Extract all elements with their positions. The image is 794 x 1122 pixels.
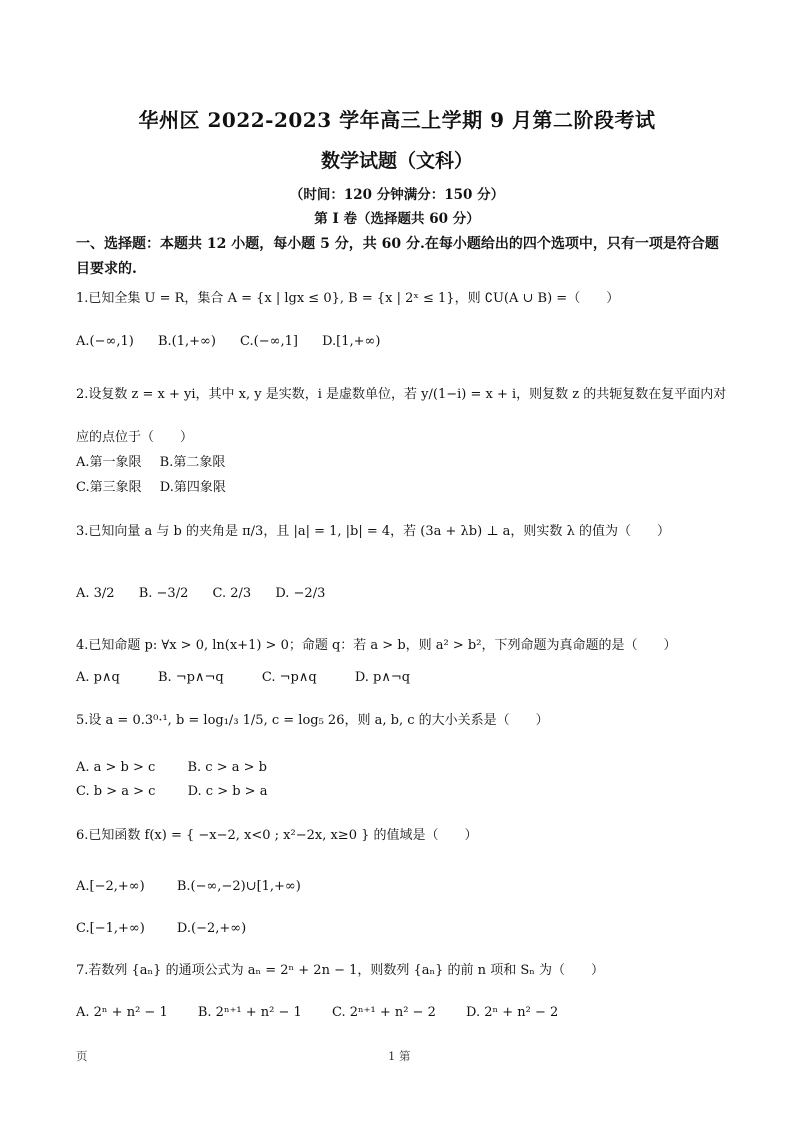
option-d: D. 2ⁿ + n² − 2 [466, 1005, 559, 1020]
question-1-stem: 1.已知全集 U = R，集合 A = {x | lgx ≤ 0}, B = {x | 2ˣ ≤ 1}，则 ∁U(A ∪ B) =（ ） [76, 291, 620, 306]
question-3-options [76, 583, 345, 605]
question-3-stem: 3.已知向量 a 与 b 的夹角是 π/3，且 |a| = 1, |b| = 4，若 (3a + λb) ⊥ a，则实数 λ 的值为（ ） [76, 524, 670, 539]
option-a: A. p∧q [76, 670, 120, 685]
footer-left: 页 [76, 1049, 88, 1063]
option-c: C.[−1,+∞) [76, 921, 145, 936]
exam-subtitle: 数学试题（文科） [320, 150, 473, 172]
question-6-options-row1 [76, 876, 321, 898]
option-a: A.第一象限 [76, 455, 142, 470]
question-2-options-row1 [76, 452, 245, 474]
option-a: A.(−∞,1) [76, 334, 134, 349]
question-2-options-row2 [76, 477, 246, 499]
option-d: D. c > b > a [187, 784, 268, 799]
option-a: A.[−2,+∞) [76, 879, 145, 894]
option-b: B. −3/2 [138, 586, 189, 601]
question-6-stem: 6.已知函数 f(x) = { −x−2, x<0 ; x²−2x, x≥0 } 的值域是（ ） [76, 828, 478, 843]
option-d: D.(−2,+∞) [176, 921, 247, 936]
option-c: C. 2ⁿ⁺¹ + n² − 2 [331, 1005, 436, 1020]
option-b: B. c > a > b [187, 760, 267, 775]
question-4-stem: 4.已知命题 p: ∀x > 0, ln(x+1) > 0；命题 q：若 a > b，则 a² > b²，下列命题为真命题的是（ ） [76, 638, 677, 653]
question-7-options [76, 1002, 578, 1024]
option-a: A. a > b > c [76, 760, 156, 775]
option-a: A. 2ⁿ + n² − 1 [76, 1005, 168, 1020]
option-c: C. 2/3 [212, 586, 252, 601]
option-b: B. 2ⁿ⁺¹ + n² − 1 [197, 1005, 302, 1020]
option-c: C. b > a > c [76, 784, 156, 799]
question-5-options-row1 [76, 757, 287, 779]
question-5-stem: 5.设 a = 0.3⁰·¹, b = log₁/₃ 1/5, c = log₅ 26，则 a, b, c 的大小关系是（ ） [76, 713, 549, 728]
option-b: B.第二象限 [159, 455, 226, 470]
option-d: D. p∧¬q [354, 670, 411, 685]
option-d: D. −2/3 [275, 586, 326, 601]
exam-title: 华州区 2022-2023 学年高三上学期 9 月第二阶段考试 [138, 108, 656, 132]
option-d: D.第四象限 [159, 480, 226, 495]
option-c: C. ¬p∧q [261, 670, 317, 685]
time-info: （时间：120 分钟满分：150 分） [289, 187, 505, 203]
volume-heading: 第 I 卷（选择题共 60 分） [314, 211, 480, 227]
option-d: D.[1,+∞) [322, 334, 381, 349]
section-heading: 一、选择题：本题共 12 小题，每小题 5 分，共 60 分.在每小题给出的四个选项中，只有一项是符合题目要求的. [76, 236, 719, 277]
option-a: A. 3/2 [76, 586, 115, 601]
footer-page-number: 1 第 [388, 1049, 411, 1063]
question-4-options [76, 667, 430, 689]
option-b: B.(1,+∞) [157, 334, 216, 349]
question-5-options-row2 [76, 781, 287, 803]
question-1-options [76, 331, 400, 353]
option-b: B.(−∞,−2)∪[1,+∞) [176, 879, 301, 894]
question-2-stem: 2.设复数 z = x + yi，其中 x, y 是实数，i 是虚数单位，若 y/(1−i) = x + i，则复数 z 的共轭复数在复平面内对 [76, 387, 727, 402]
question-2-stem-cont: 应的点位于（ ） [76, 430, 194, 445]
question-7-stem: 7.若数列 {aₙ} 的通项公式为 aₙ = 2ⁿ + 2n − 1，则数列 {aₙ} 的前 n 项和 Sₙ 为（ ） [76, 963, 604, 978]
option-b: B. ¬p∧¬q [157, 670, 224, 685]
option-c: C.第三象限 [76, 480, 142, 495]
option-c: C.(−∞,1] [240, 334, 298, 349]
question-6-options-row2 [76, 918, 266, 940]
